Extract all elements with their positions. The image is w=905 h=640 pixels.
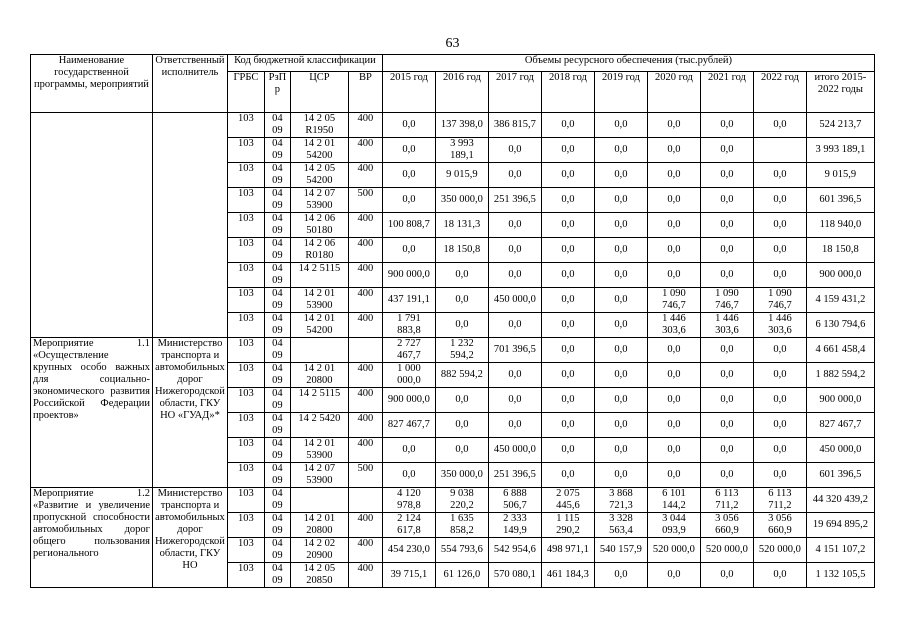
cell-value: 520 000,0 — [700, 538, 753, 563]
header-code-3: ВР — [348, 72, 382, 113]
cell-value: 3 056 660,9 — [753, 513, 806, 538]
cell-csr: 14 2 06 R0180 — [290, 238, 348, 263]
cell-value: 0,0 — [541, 438, 594, 463]
header-year-0: 2015 год — [382, 72, 435, 113]
cell-value: 0,0 — [753, 213, 806, 238]
cell-value: 900 000,0 — [382, 263, 435, 288]
cell-value: 3 056 660,9 — [700, 513, 753, 538]
responsible-executor — [153, 113, 228, 338]
cell-rzp: 04 09 — [264, 338, 290, 363]
cell-grbs: 103 — [227, 163, 264, 188]
header-code-0: ГРБС — [227, 72, 264, 113]
table-row — [31, 338, 875, 363]
cell-value: 0,0 — [594, 113, 647, 138]
cell-value: 1 635 858,2 — [435, 513, 488, 538]
cell-value: 0,0 — [594, 338, 647, 363]
cell-csr: 14 2 5420 — [290, 413, 348, 438]
cell-value: 6 101 144,2 — [647, 488, 700, 513]
cell-vr — [348, 488, 382, 513]
cell-value: 0,0 — [647, 413, 700, 438]
cell-value: 3 868 721,3 — [594, 488, 647, 513]
cell-vr: 400 — [348, 413, 382, 438]
cell-value: 0,0 — [541, 163, 594, 188]
cell-vr: 400 — [348, 563, 382, 588]
cell-value: 44 320 439,2 — [806, 488, 874, 513]
cell-csr: 14 2 5115 — [290, 388, 348, 413]
cell-rzp: 04 09 — [264, 238, 290, 263]
cell-rzp: 04 09 — [264, 213, 290, 238]
cell-value: 1 232 594,2 — [435, 338, 488, 363]
cell-value: 0,0 — [753, 338, 806, 363]
cell-value: 0,0 — [488, 238, 541, 263]
cell-value: 450 000,0 — [488, 288, 541, 313]
cell-rzp: 04 09 — [264, 513, 290, 538]
cell-value: 0,0 — [541, 138, 594, 163]
cell-grbs: 103 — [227, 138, 264, 163]
cell-value: 18 150,8 — [806, 238, 874, 263]
cell-value: 1 791 883,8 — [382, 313, 435, 338]
responsible-executor: Министерство транспорта и автомобильных дорог Нижегородской области, ГКУ НО — [153, 488, 228, 588]
cell-grbs: 103 — [227, 288, 264, 313]
cell-value: 118 940,0 — [806, 213, 874, 238]
cell-value: 0,0 — [594, 388, 647, 413]
cell-grbs: 103 — [227, 313, 264, 338]
cell-value: 1 090 746,7 — [700, 288, 753, 313]
cell-value: 3 993 189,1 — [806, 138, 874, 163]
cell-value: 0,0 — [647, 213, 700, 238]
cell-vr: 400 — [348, 238, 382, 263]
cell-grbs: 103 — [227, 538, 264, 563]
cell-value: 2 333 149,9 — [488, 513, 541, 538]
measure-name — [31, 113, 153, 338]
cell-value: 1 115 290,2 — [541, 513, 594, 538]
cell-value: 6 113 711,2 — [700, 488, 753, 513]
cell-value: 520 000,0 — [647, 538, 700, 563]
cell-value: 450 000,0 — [806, 438, 874, 463]
cell-value: 0,0 — [541, 463, 594, 488]
cell-value: 0,0 — [647, 113, 700, 138]
cell-value: 0,0 — [541, 263, 594, 288]
cell-value — [753, 138, 806, 163]
cell-value: 498 971,1 — [541, 538, 594, 563]
header-year-8: итого 2015-2022 годы — [806, 72, 874, 113]
cell-rzp: 04 09 — [264, 388, 290, 413]
header-volume: Объемы ресурсного обеспечения (тыс.рублей) — [382, 55, 874, 72]
cell-value: 0,0 — [647, 238, 700, 263]
cell-value: 0,0 — [753, 163, 806, 188]
cell-value: 9 038 220,2 — [435, 488, 488, 513]
cell-vr: 400 — [348, 538, 382, 563]
cell-value: 9 015,9 — [806, 163, 874, 188]
cell-value: 0,0 — [594, 238, 647, 263]
cell-value: 0,0 — [647, 338, 700, 363]
cell-value: 0,0 — [753, 263, 806, 288]
cell-vr: 400 — [348, 438, 382, 463]
cell-value: 570 080,1 — [488, 563, 541, 588]
cell-grbs: 103 — [227, 188, 264, 213]
cell-rzp: 04 09 — [264, 263, 290, 288]
cell-value: 0,0 — [594, 263, 647, 288]
cell-grbs: 103 — [227, 438, 264, 463]
cell-rzp: 04 09 — [264, 188, 290, 213]
cell-value: 0,0 — [700, 413, 753, 438]
cell-vr: 400 — [348, 313, 382, 338]
cell-value: 0,0 — [700, 438, 753, 463]
cell-value: 900 000,0 — [382, 388, 435, 413]
cell-value: 0,0 — [647, 463, 700, 488]
cell-value: 601 396,5 — [806, 463, 874, 488]
measure-name: Мероприятие 1.1 «Осуществление крупных особо важных для социально-экономического развития Российской Федерации проектов» — [31, 338, 153, 488]
cell-value: 827 467,7 — [806, 413, 874, 438]
cell-value: 2 727 467,7 — [382, 338, 435, 363]
cell-value: 0,0 — [700, 563, 753, 588]
cell-grbs: 103 — [227, 563, 264, 588]
cell-value: 0,0 — [488, 213, 541, 238]
cell-value: 1 000 000,0 — [382, 363, 435, 388]
cell-rzp: 04 09 — [264, 288, 290, 313]
cell-value: 4 159 431,2 — [806, 288, 874, 313]
cell-value: 1 446 303,6 — [753, 313, 806, 338]
cell-value: 0,0 — [647, 138, 700, 163]
cell-value: 0,0 — [647, 363, 700, 388]
cell-value: 827 467,7 — [382, 413, 435, 438]
cell-rzp: 04 09 — [264, 438, 290, 463]
cell-grbs: 103 — [227, 413, 264, 438]
cell-value: 0,0 — [647, 563, 700, 588]
cell-value: 900 000,0 — [806, 388, 874, 413]
cell-value: 0,0 — [382, 463, 435, 488]
cell-value: 19 694 895,2 — [806, 513, 874, 538]
cell-value: 0,0 — [488, 163, 541, 188]
cell-value: 0,0 — [647, 163, 700, 188]
cell-value: 0,0 — [700, 263, 753, 288]
cell-value: 0,0 — [753, 438, 806, 463]
cell-csr — [290, 338, 348, 363]
cell-vr: 400 — [348, 138, 382, 163]
cell-value: 18 131,3 — [435, 213, 488, 238]
cell-value: 0,0 — [594, 163, 647, 188]
cell-value: 0,0 — [700, 363, 753, 388]
cell-value: 0,0 — [382, 238, 435, 263]
cell-value: 0,0 — [647, 263, 700, 288]
cell-value: 0,0 — [382, 188, 435, 213]
page-number: 63 — [445, 36, 460, 51]
cell-value: 1 446 303,6 — [647, 313, 700, 338]
cell-csr: 14 2 01 20800 — [290, 363, 348, 388]
cell-value: 6 888 506,7 — [488, 488, 541, 513]
cell-value: 0,0 — [700, 463, 753, 488]
cell-value: 6 113 711,2 — [753, 488, 806, 513]
cell-value: 0,0 — [541, 313, 594, 338]
cell-grbs: 103 — [227, 338, 264, 363]
cell-value: 0,0 — [594, 288, 647, 313]
cell-value: 0,0 — [488, 388, 541, 413]
cell-value: 251 396,5 — [488, 188, 541, 213]
header-year-4: 2019 год — [594, 72, 647, 113]
cell-vr: 500 — [348, 188, 382, 213]
header-responsible: Ответственный исполнитель — [153, 55, 228, 113]
cell-vr — [348, 338, 382, 363]
cell-value: 0,0 — [753, 363, 806, 388]
cell-value: 386 815,7 — [488, 113, 541, 138]
cell-value: 350 000,0 — [435, 188, 488, 213]
cell-value: 6 130 794,6 — [806, 313, 874, 338]
cell-value: 454 230,0 — [382, 538, 435, 563]
cell-value: 0,0 — [541, 288, 594, 313]
cell-vr: 400 — [348, 263, 382, 288]
cell-value: 0,0 — [647, 188, 700, 213]
cell-grbs: 103 — [227, 263, 264, 288]
cell-value: 0,0 — [700, 163, 753, 188]
cell-value: 0,0 — [435, 413, 488, 438]
header-year-5: 2020 год — [647, 72, 700, 113]
cell-value: 0,0 — [753, 113, 806, 138]
cell-value: 0,0 — [700, 213, 753, 238]
cell-rzp: 04 09 — [264, 488, 290, 513]
cell-value: 0,0 — [488, 263, 541, 288]
cell-value: 882 594,2 — [435, 363, 488, 388]
cell-value: 0,0 — [594, 188, 647, 213]
cell-value: 0,0 — [753, 413, 806, 438]
header-year-6: 2021 год — [700, 72, 753, 113]
cell-value: 350 000,0 — [435, 463, 488, 488]
cell-value: 437 191,1 — [382, 288, 435, 313]
cell-value: 100 808,7 — [382, 213, 435, 238]
cell-value: 0,0 — [647, 388, 700, 413]
cell-value: 0,0 — [435, 313, 488, 338]
cell-value: 1 090 746,7 — [753, 288, 806, 313]
cell-grbs: 103 — [227, 388, 264, 413]
cell-value: 0,0 — [541, 338, 594, 363]
cell-value: 0,0 — [594, 463, 647, 488]
cell-value: 0,0 — [382, 138, 435, 163]
header-code-1: РзП р — [264, 72, 290, 113]
cell-value: 524 213,7 — [806, 113, 874, 138]
cell-value: 0,0 — [594, 413, 647, 438]
cell-value: 251 396,5 — [488, 463, 541, 488]
cell-value: 0,0 — [594, 363, 647, 388]
cell-value: 601 396,5 — [806, 188, 874, 213]
cell-vr: 400 — [348, 213, 382, 238]
header-code-2: ЦСР — [290, 72, 348, 113]
cell-value: 61 126,0 — [435, 563, 488, 588]
header-year-1: 2016 год — [435, 72, 488, 113]
cell-csr: 14 2 07 53900 — [290, 188, 348, 213]
cell-value: 0,0 — [488, 363, 541, 388]
cell-value: 0,0 — [594, 438, 647, 463]
header-year-7: 2022 год — [753, 72, 806, 113]
cell-value: 0,0 — [382, 113, 435, 138]
cell-value: 1 132 105,5 — [806, 563, 874, 588]
cell-vr: 400 — [348, 288, 382, 313]
cell-value: 450 000,0 — [488, 438, 541, 463]
cell-value: 0,0 — [382, 163, 435, 188]
measure-name: Мероприятие 1.2 «Развитие и увеличение пропускной способности автомобильных дорог общего пользования регионального — [31, 488, 153, 588]
header-name: Наименование государственной программы, мероприятий — [31, 55, 153, 113]
cell-rzp: 04 09 — [264, 413, 290, 438]
resource-table — [30, 54, 875, 588]
cell-value: 554 793,6 — [435, 538, 488, 563]
cell-value: 0,0 — [541, 113, 594, 138]
cell-rzp: 04 09 — [264, 313, 290, 338]
cell-rzp: 04 09 — [264, 463, 290, 488]
cell-csr: 14 2 07 53900 — [290, 463, 348, 488]
cell-csr: 14 2 01 53900 — [290, 438, 348, 463]
cell-value: 542 954,6 — [488, 538, 541, 563]
cell-value: 0,0 — [435, 263, 488, 288]
table-row — [31, 113, 875, 138]
cell-csr: 14 2 05 R1950 — [290, 113, 348, 138]
cell-value: 0,0 — [594, 138, 647, 163]
cell-value: 0,0 — [700, 238, 753, 263]
cell-value: 137 398,0 — [435, 113, 488, 138]
cell-value: 0,0 — [753, 238, 806, 263]
cell-vr: 400 — [348, 113, 382, 138]
cell-vr: 400 — [348, 363, 382, 388]
cell-grbs: 103 — [227, 463, 264, 488]
cell-value: 0,0 — [488, 313, 541, 338]
cell-value: 701 396,5 — [488, 338, 541, 363]
cell-csr: 14 2 01 20800 — [290, 513, 348, 538]
cell-value: 0,0 — [382, 438, 435, 463]
cell-value: 461 184,3 — [541, 563, 594, 588]
cell-value: 0,0 — [541, 238, 594, 263]
cell-value: 0,0 — [435, 388, 488, 413]
cell-grbs: 103 — [227, 113, 264, 138]
cell-value: 0,0 — [700, 138, 753, 163]
cell-value: 4 151 107,2 — [806, 538, 874, 563]
cell-grbs: 103 — [227, 513, 264, 538]
cell-csr: 14 2 01 53900 — [290, 288, 348, 313]
cell-value: 520 000,0 — [753, 538, 806, 563]
cell-csr: 14 2 01 54200 — [290, 313, 348, 338]
cell-value: 0,0 — [541, 388, 594, 413]
responsible-executor: Министерство транспорта и автомобильных дорог Нижегородской области, ГКУ НО «ГУАД»* — [153, 338, 228, 488]
cell-value: 3 044 093,9 — [647, 513, 700, 538]
cell-grbs: 103 — [227, 363, 264, 388]
cell-value: 0,0 — [541, 213, 594, 238]
cell-value: 0,0 — [435, 438, 488, 463]
cell-value: 0,0 — [488, 138, 541, 163]
header-year-3: 2018 год — [541, 72, 594, 113]
cell-value: 0,0 — [541, 413, 594, 438]
cell-value: 0,0 — [541, 188, 594, 213]
cell-value: 0,0 — [753, 188, 806, 213]
cell-csr: 14 2 01 54200 — [290, 138, 348, 163]
cell-rzp: 04 09 — [264, 113, 290, 138]
cell-value: 1 882 594,2 — [806, 363, 874, 388]
cell-csr: 14 2 05 20850 — [290, 563, 348, 588]
cell-csr: 14 2 05 54200 — [290, 163, 348, 188]
cell-value: 540 157,9 — [594, 538, 647, 563]
cell-value: 0,0 — [541, 363, 594, 388]
cell-csr: 14 2 02 20900 — [290, 538, 348, 563]
cell-value: 39 715,1 — [382, 563, 435, 588]
header-code: Код бюджетной классификации — [227, 55, 382, 72]
cell-value: 0,0 — [753, 563, 806, 588]
cell-value: 3 993 189,1 — [435, 138, 488, 163]
cell-vr: 400 — [348, 388, 382, 413]
cell-vr: 400 — [348, 513, 382, 538]
cell-value: 3 328 563,4 — [594, 513, 647, 538]
cell-rzp: 04 09 — [264, 538, 290, 563]
cell-grbs: 103 — [227, 238, 264, 263]
cell-value: 1 446 303,6 — [700, 313, 753, 338]
table-row — [31, 488, 875, 513]
cell-value: 0,0 — [753, 388, 806, 413]
cell-vr: 500 — [348, 463, 382, 488]
cell-rzp: 04 09 — [264, 138, 290, 163]
cell-value: 0,0 — [700, 188, 753, 213]
cell-rzp: 04 09 — [264, 563, 290, 588]
cell-value: 0,0 — [594, 563, 647, 588]
cell-value: 0,0 — [700, 113, 753, 138]
cell-csr — [290, 488, 348, 513]
cell-value: 0,0 — [647, 438, 700, 463]
cell-grbs: 103 — [227, 488, 264, 513]
cell-value: 1 090 746,7 — [647, 288, 700, 313]
cell-value: 2 075 445,6 — [541, 488, 594, 513]
cell-vr: 400 — [348, 163, 382, 188]
header-year-2: 2017 год — [488, 72, 541, 113]
cell-value: 0,0 — [435, 288, 488, 313]
cell-csr: 14 2 06 50180 — [290, 213, 348, 238]
cell-value: 0,0 — [594, 213, 647, 238]
cell-value: 9 015,9 — [435, 163, 488, 188]
cell-rzp: 04 09 — [264, 163, 290, 188]
cell-value: 4 120 978,8 — [382, 488, 435, 513]
cell-value: 0,0 — [594, 313, 647, 338]
cell-value: 0,0 — [488, 413, 541, 438]
cell-value: 4 661 458,4 — [806, 338, 874, 363]
cell-value: 0,0 — [753, 463, 806, 488]
cell-rzp: 04 09 — [264, 363, 290, 388]
cell-value: 2 124 617,8 — [382, 513, 435, 538]
cell-value: 18 150,8 — [435, 238, 488, 263]
cell-value: 0,0 — [700, 388, 753, 413]
cell-grbs: 103 — [227, 213, 264, 238]
cell-value: 0,0 — [700, 338, 753, 363]
cell-value: 900 000,0 — [806, 263, 874, 288]
cell-csr: 14 2 5115 — [290, 263, 348, 288]
